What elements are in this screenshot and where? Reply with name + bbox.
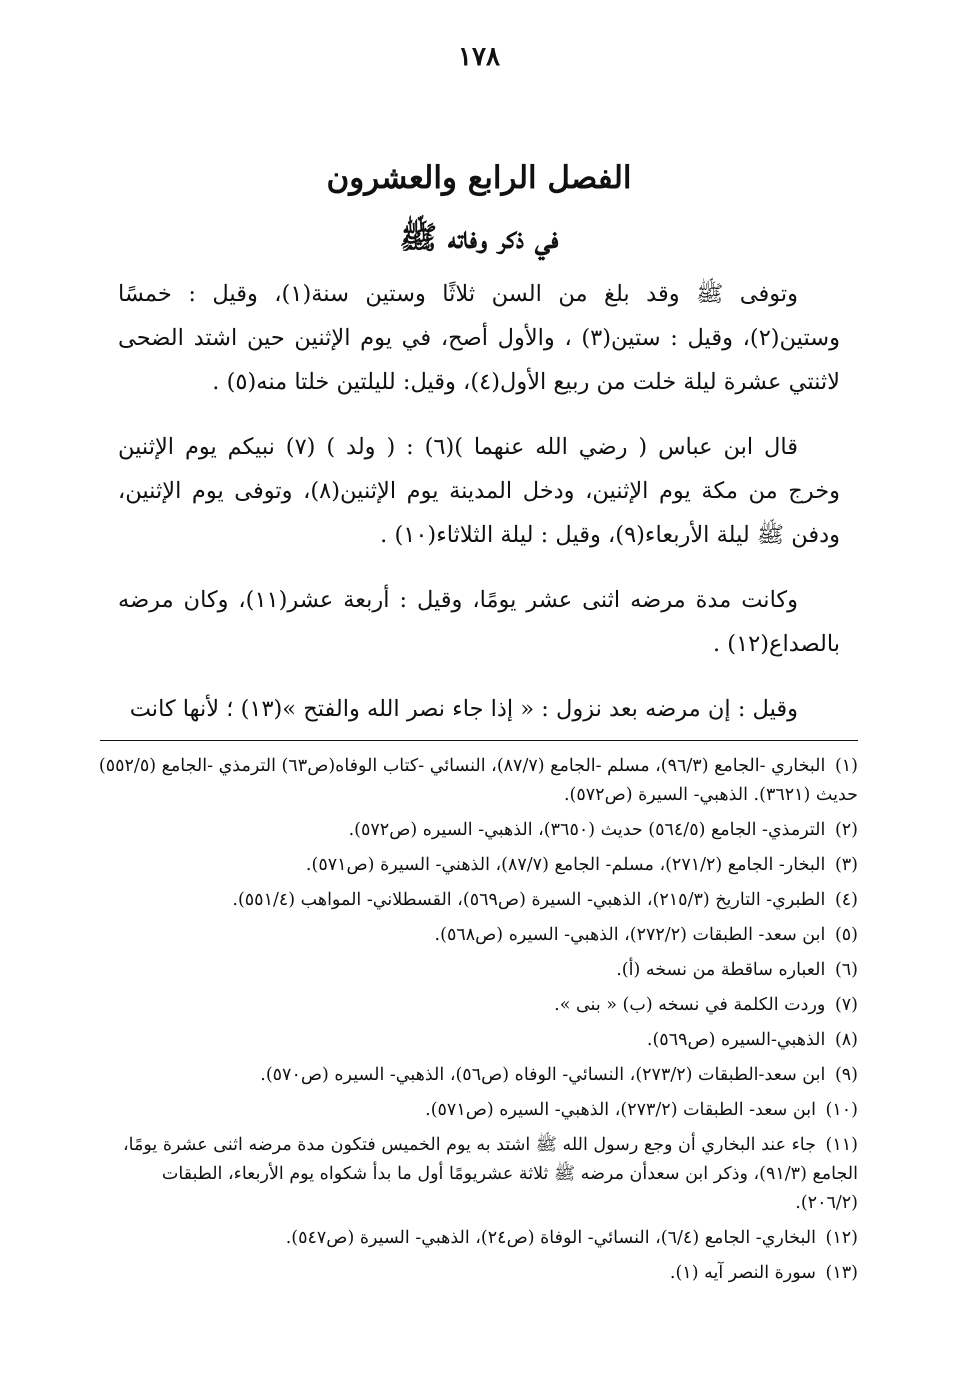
footnotes-section	[98, 752, 858, 1294]
footnote-text: العباره ساقطة من نسخه (أ).	[616, 960, 826, 980]
footnote-text: جاء عند البخاري أن وجع رسول الله ﷺ اشتد به يوم الخميس فتكون مدة مرضه اثنى عشرة يومًا، الجامع (٩١/٣)، وذكر ابن سعدأن مرضه ﷺ ثلاثة عشريومًا أول ما بدأ شكواه يوم الأربعاء، الطبقات (٢٠٦/٢).	[123, 1135, 858, 1213]
footnote-number: (٦)	[834, 960, 858, 980]
footnote	[98, 1026, 858, 1055]
footnote	[98, 816, 858, 845]
footnote-divider	[100, 740, 858, 741]
footnote	[98, 1061, 858, 1090]
footnote-number: (١٣)	[825, 1263, 858, 1283]
footnote-text: وردت الكلمة في نسخه (ب) « بنى ».	[554, 995, 826, 1015]
footnote-number: (٤)	[834, 890, 858, 910]
footnote	[98, 1224, 858, 1253]
footnote-number: (٨)	[834, 1030, 858, 1050]
footnote-text: ابن سعد- الطبقات (٢٧٢/٢)، الذهبي- السيره (ص٥٦٨).	[434, 925, 826, 945]
footnote-number: (٥)	[834, 925, 858, 945]
footnote	[98, 1131, 858, 1218]
footnote-number: (١)	[834, 756, 858, 776]
footnote	[98, 1096, 858, 1125]
footnote-text: ابن سعد- الطبقات (٢٧٣/٢)، الذهبي- السيره (ص٥٧١).	[425, 1100, 816, 1120]
footnote-number: (٣)	[834, 855, 858, 875]
footnote-number: (١٠)	[825, 1100, 858, 1120]
chapter-subtitle: في ذكر وفاته ﷺ	[399, 220, 559, 256]
footnote	[98, 991, 858, 1020]
footnote-number: (١١)	[825, 1135, 858, 1155]
footnote-text: الطبري- التاريخ (٢١٥/٣)، الذهبي- السيرة (ص٥٦٩)، القسطلاني- المواهب (٥٥١/٤).	[232, 890, 826, 910]
footnote-text: البخاري- الجامع (٦/٤)، النسائي- الوفاة (ص٢٤)، الذهبي- السيرة (ص٥٤٧).	[285, 1228, 816, 1248]
chapter-title: الفصل الرابع والعشرون	[326, 160, 632, 196]
paragraph-illness-start: وقيل : إن مرضه بعد نزول : « إذا جاء نصر الله والفتح »(١٣) ؛ لأنها كانت	[129, 696, 798, 722]
footnote	[98, 851, 858, 880]
footnote-text: البخار- الجامع (٢٧١/٢)، مسلم- الجامع (٨٧/٧)، الذهني- السيرة (ص٥٧١).	[305, 855, 826, 875]
footnote-number: (١٢)	[825, 1228, 858, 1248]
footnote	[98, 886, 858, 915]
footnote-number: (٧)	[834, 995, 858, 1015]
footnote-text: الذهبي-السيره (ص٥٦٩).	[646, 1030, 826, 1050]
footnote-text: ابن سعد-الطبقات (٢٧٣/٢)، النسائي- الوفاه (ص٥٦)، الذهبي- السيره (ص٥٧٠).	[260, 1065, 826, 1085]
footnote	[98, 752, 858, 810]
paragraph-death-date: وتوفى ﷺ وقد بلغ من السن ثلاثًا وستين سنة(١)، وقيل : خمسًا وستين(٢)، وقيل : ستين(٣) ، والأول أصح، في يوم الإثنين حين اشتد الضحى لاثنتي عشرة ليلة خلت من ربيع الأول(٤)، وقيل: لليلتين خلتا منه(٥) .	[118, 281, 840, 395]
footnote-text: الترمذي- الجامع (٥٦٤/٥) حديث (٣٦٥٠)، الذهبي- السيره (ص٥٧٢).	[348, 820, 826, 840]
main-text	[118, 272, 840, 731]
footnote-text: سورة النصر آيه (١).	[669, 1263, 816, 1283]
footnote	[98, 956, 858, 985]
footnote-number: (٢)	[834, 820, 858, 840]
footnote	[98, 921, 858, 950]
paragraph-illness-duration: وكانت مدة مرضه اثنى عشر يومًا، وقيل : أربعة عشر(١١)، وكان مرضه بالصداع(١٢) .	[118, 587, 840, 657]
page-number: ١٧٨	[458, 42, 500, 72]
footnote-text: البخاري -الجامع (٩٦/٣)، مسلم -الجامع (٨٧/٧)، النسائي -كتاب الوفاه(ص٦٣) الترمذي -الجامع (٥٥٢/٥) حديث (٣٦٢١). الذهبي- السيرة (ص٥٧٢).	[98, 756, 858, 805]
footnote	[98, 1259, 858, 1288]
footnote-number: (٩)	[834, 1065, 858, 1085]
paragraph-ibn-abbas: قال ابن عباس ( رضي الله عنهما )(٦) : ( ولد ) (٧) نبيكم يوم الإثنين وخرج من مكة يوم الإثنين، ودخل المدينة يوم الإثنين(٨)، وتوفى يوم الإثنين، ودفن ﷺ ليلة الأربعاء(٩)، وقيل : ليلة الثلاثاء(١٠) .	[118, 434, 840, 548]
